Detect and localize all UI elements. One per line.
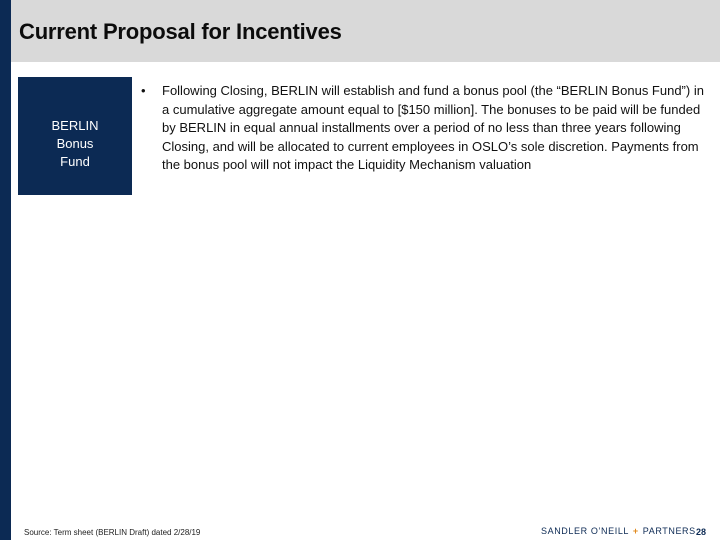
label-line-1: BERLIN [51,118,99,133]
company-logo [541,526,696,536]
bullet-list [140,82,712,175]
logo-text-secondary: PARTNERS [642,526,696,536]
berlin-bonus-fund-label-box [18,77,132,195]
bullet-text: Following Closing, BERLIN will establish and fund a bonus pool (the “BERLIN Bonus Fund”) in a cumulative aggregate amount equal to [$150 million]. The bonuses to be paid will be funded by BERLIN in equal annual installments over a period of no less than three years following Closing, and will be allocated to current employees in OSLO’s sole discretion. Payments from the bonus pool will not impact the Liquidity Mechanism valuation [162,83,704,173]
source-note: Source: Term sheet (BERLIN Draft) dated 2/28/19 [24,528,201,537]
left-accent-bar [0,0,11,540]
bullet-icon: • [141,83,146,98]
label-line-3: Fund [60,154,90,169]
logo-text-primary: SANDLER O’NEILL [541,526,629,536]
page-title: Current Proposal for Incentives [19,19,342,44]
logo-plus-icon: + [632,526,639,536]
page-number: 28 [695,527,706,537]
bullet-item [140,82,712,175]
label-line-2: Bonus [56,136,94,151]
header-bar [11,0,720,62]
